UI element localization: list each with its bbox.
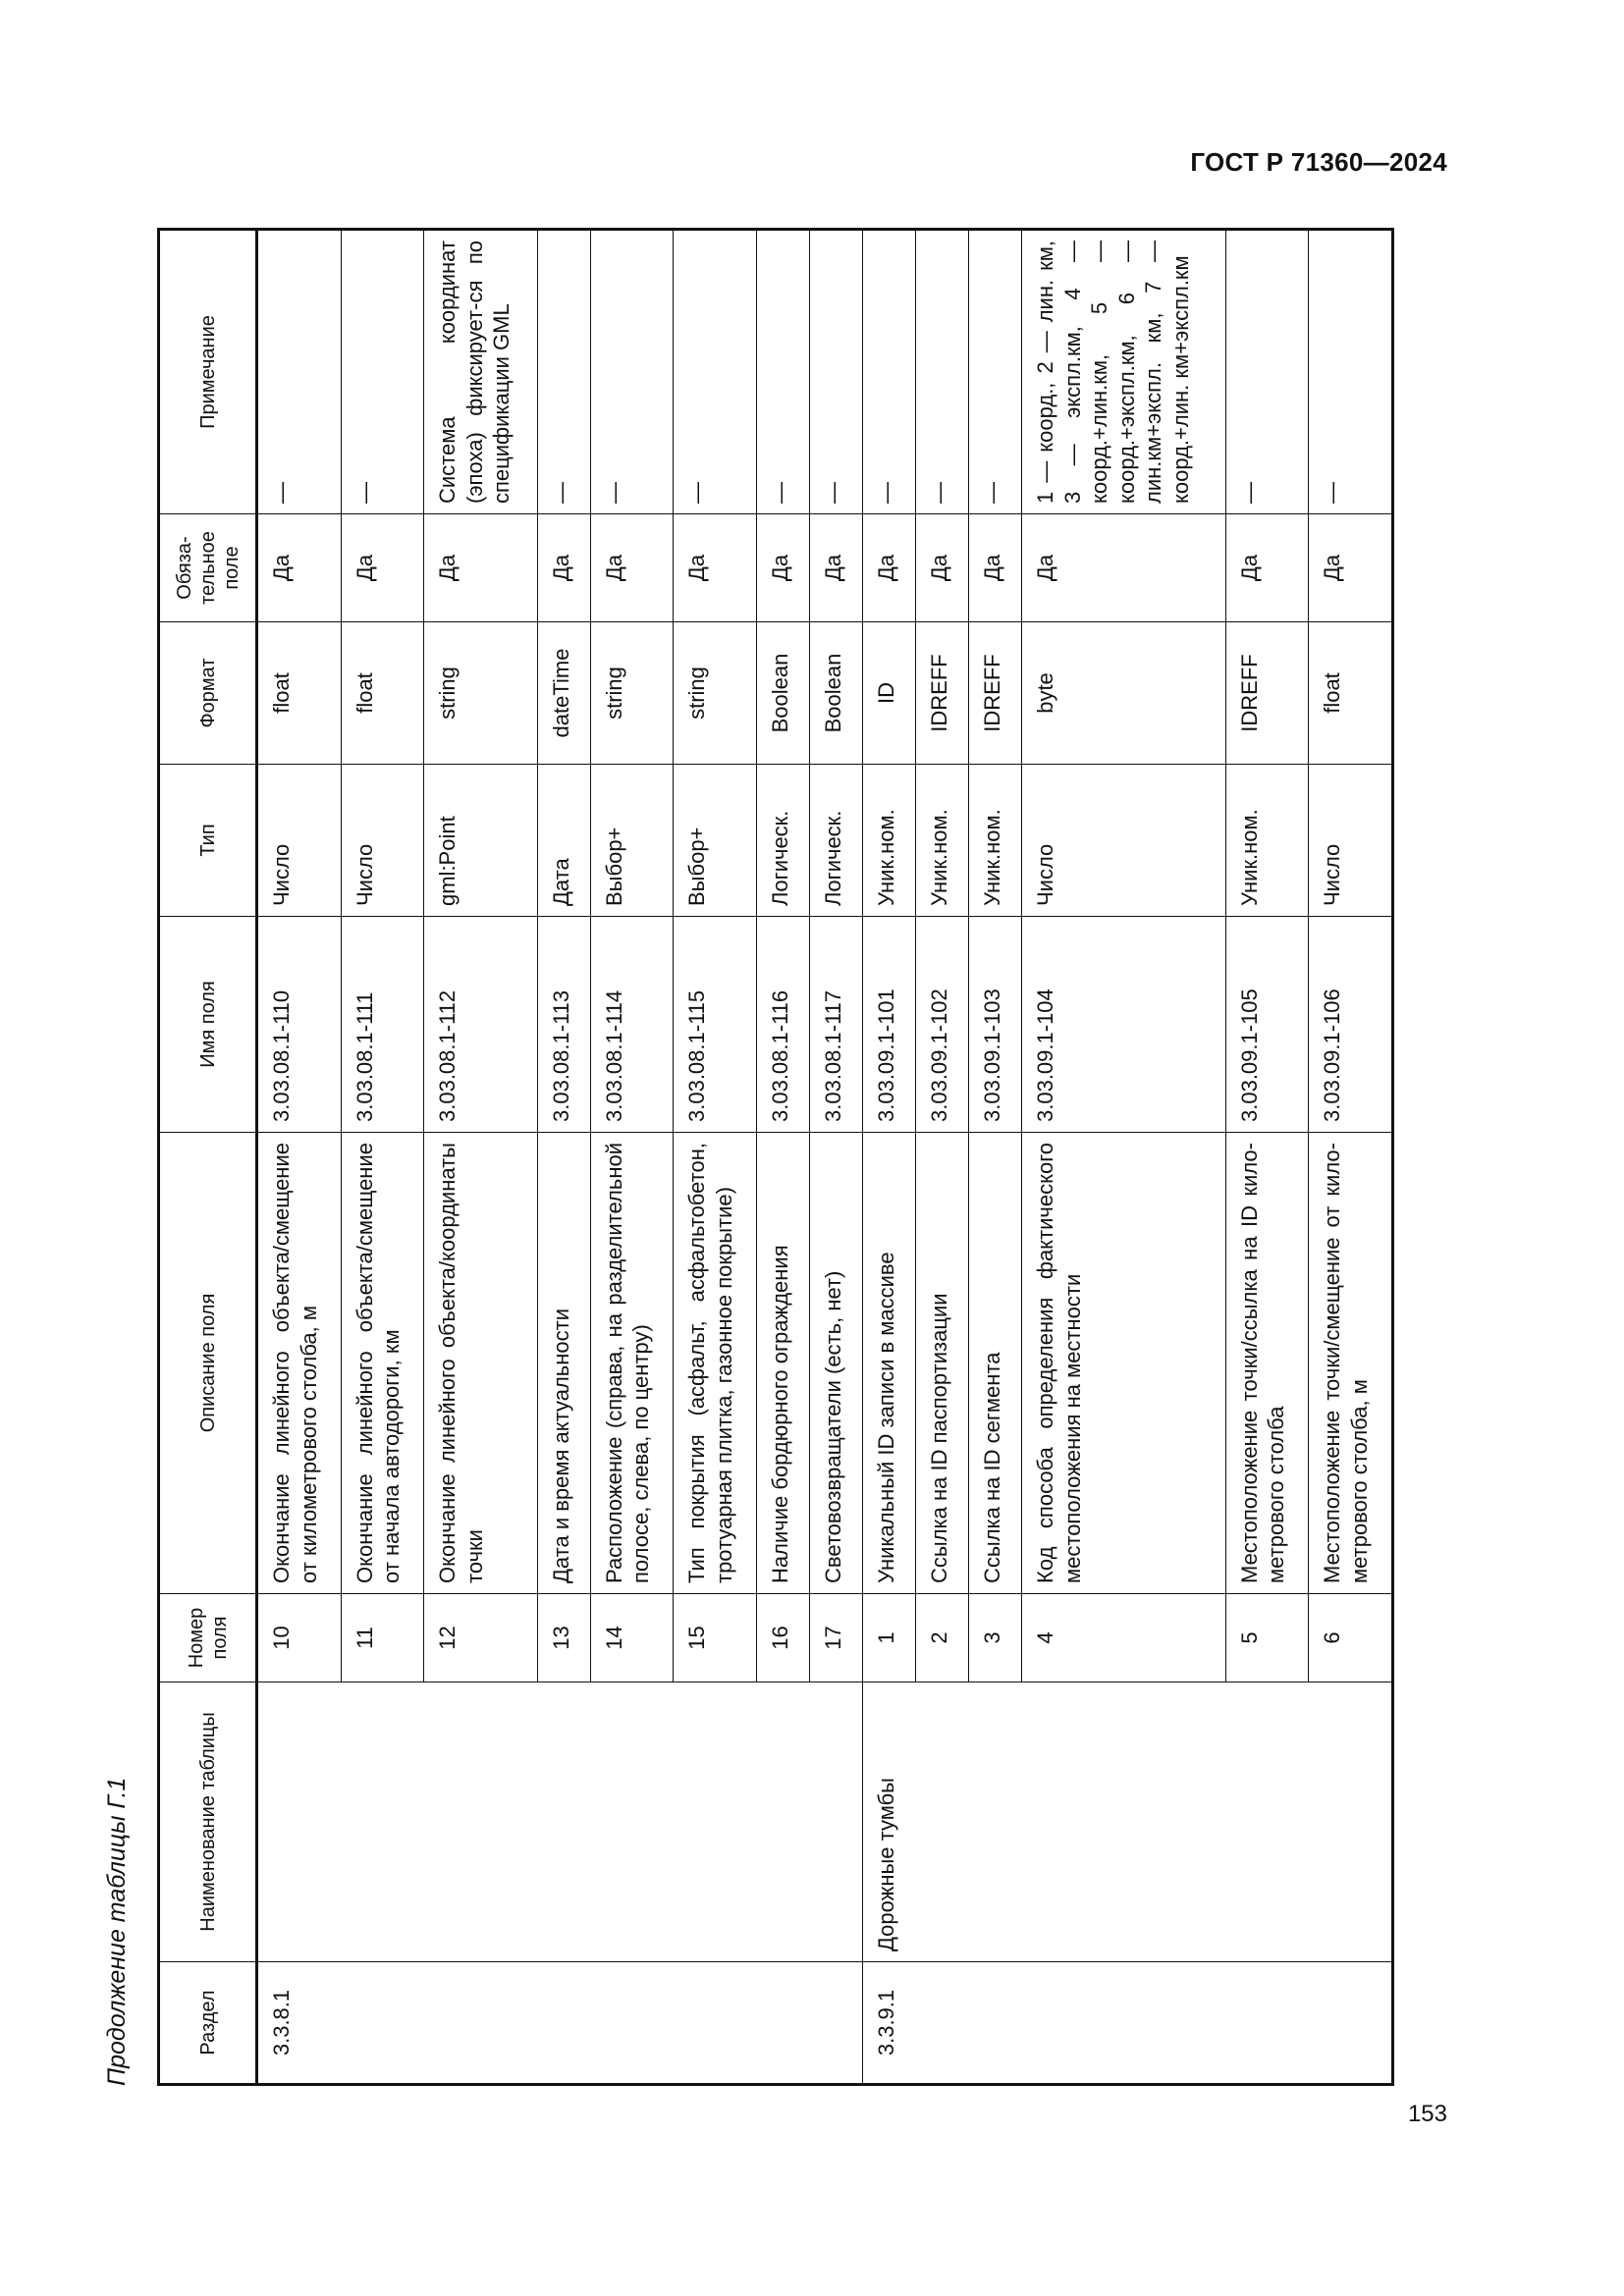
table-header-row xyxy=(159,230,257,2085)
type-cell: Уник.ном. xyxy=(863,765,916,917)
table-row xyxy=(537,230,590,2085)
format-cell: float xyxy=(1309,622,1393,765)
col-header-section: Раздел xyxy=(159,1962,257,2085)
field-name-cell: 3.03.09.1-101 xyxy=(863,917,916,1133)
field-number-cell: 1 xyxy=(863,1594,916,1682)
col-header-field-number: Номер поля xyxy=(159,1594,257,1682)
format-cell: dateTime xyxy=(537,622,590,765)
field-name-cell: 3.03.08.1-112 xyxy=(424,917,537,1133)
field-number-cell: 17 xyxy=(810,1594,863,1682)
table-name-cell: Дорожные тумбы xyxy=(863,1682,916,1962)
table-row xyxy=(590,230,674,2085)
format-cell: string xyxy=(424,622,537,765)
table-name-cell xyxy=(257,1682,342,1962)
type-cell: Выбор+ xyxy=(590,765,674,917)
field-name-cell: 3.03.08.1-111 xyxy=(341,917,424,1133)
table-name-cell xyxy=(341,1682,424,1962)
description-cell: Код способа определения фактического местоположения на местности xyxy=(1022,1133,1225,1594)
note-cell: — xyxy=(341,230,424,514)
table-name-cell xyxy=(674,1682,757,1962)
type-cell: Число xyxy=(1022,765,1225,917)
type-cell: Уник.ном. xyxy=(916,765,969,917)
type-cell: Уник.ном. xyxy=(1225,765,1309,917)
format-cell: Boolean xyxy=(757,622,810,765)
table-name-cell xyxy=(424,1682,537,1962)
section-cell xyxy=(1309,1962,1393,2085)
required-cell: Да xyxy=(341,514,424,622)
col-header-note: Примечание xyxy=(159,230,257,514)
table-row xyxy=(1309,230,1393,2085)
type-cell: gml:Point xyxy=(424,765,537,917)
note-cell: — xyxy=(1309,230,1393,514)
section-cell: 3.3.9.1 xyxy=(863,1962,916,2085)
section-cell: 3.3.8.1 xyxy=(257,1962,342,2085)
type-cell: Уник.ном. xyxy=(969,765,1022,917)
field-number-cell: 4 xyxy=(1022,1594,1225,1682)
note-cell: 1 — коорд., 2 — лин. км, 3 — экспл.км, 4 — коорд.+лин.км, 5 — коорд.+экспл.км, 6 — лин.км+экспл. км, 7 — коорд.+лин. км+экспл.км xyxy=(1022,230,1225,514)
section-cell xyxy=(537,1962,590,2085)
format-cell: string xyxy=(590,622,674,765)
required-cell: Да xyxy=(257,514,342,622)
table-row xyxy=(757,230,810,2085)
section-cell xyxy=(424,1962,537,2085)
table-row xyxy=(1022,230,1225,2085)
col-header-type: Тип xyxy=(159,765,257,917)
description-cell: Местоположение точки/смещение от кило-метрового столба, м xyxy=(1309,1133,1393,1594)
required-cell: Да xyxy=(590,514,674,622)
description-cell: Ссылка на ID паспортизации xyxy=(916,1133,969,1594)
page-number: 153 xyxy=(1407,2101,1447,2127)
type-cell: Число xyxy=(1309,765,1393,917)
description-cell: Дата и время актуальности xyxy=(537,1133,590,1594)
table-name-cell xyxy=(537,1682,590,1962)
section-cell xyxy=(810,1962,863,2085)
note-cell: — xyxy=(537,230,590,514)
field-name-cell: 3.03.08.1-110 xyxy=(257,917,342,1133)
note-cell: — xyxy=(1225,230,1309,514)
format-cell: ID xyxy=(863,622,916,765)
description-cell: Световозвращатели (есть, нет) xyxy=(810,1133,863,1594)
table-row xyxy=(341,230,424,2085)
required-cell: Да xyxy=(810,514,863,622)
format-cell: float xyxy=(341,622,424,765)
field-number-cell: 10 xyxy=(257,1594,342,1682)
table-name-cell xyxy=(1309,1682,1393,1962)
field-number-cell: 5 xyxy=(1225,1594,1309,1682)
note-cell: — xyxy=(863,230,916,514)
field-name-cell: 3.03.09.1-105 xyxy=(1225,917,1309,1133)
table-name-cell xyxy=(810,1682,863,1962)
description-cell: Окончание линейного объекта/смещение от километрового столба, м xyxy=(257,1133,342,1594)
note-cell: Система координат (эпоха) фиксирует-ся по спецификации GML xyxy=(424,230,537,514)
table-caption: Продолжение таблицы Г.1 xyxy=(103,1777,131,2086)
col-header-description: Описание поля xyxy=(159,1133,257,1594)
rotated-table-area xyxy=(103,231,1394,2086)
section-cell xyxy=(916,1962,969,2085)
note-cell: — xyxy=(257,230,342,514)
required-cell: Да xyxy=(916,514,969,622)
note-cell: — xyxy=(590,230,674,514)
description-cell: Тип покрытия (асфальт, асфальтобетон, тротуарная плитка, газонное покрытие) xyxy=(674,1133,757,1594)
note-cell: — xyxy=(674,230,757,514)
note-cell: — xyxy=(916,230,969,514)
description-cell: Наличие бордюрного ограждения xyxy=(757,1133,810,1594)
format-cell: IDREFF xyxy=(916,622,969,765)
field-number-cell: 16 xyxy=(757,1594,810,1682)
description-cell: Уникальный ID записи в массиве xyxy=(863,1133,916,1594)
required-cell: Да xyxy=(863,514,916,622)
required-cell: Да xyxy=(969,514,1022,622)
format-cell: IDREFF xyxy=(969,622,1022,765)
table-row xyxy=(674,230,757,2085)
section-cell xyxy=(757,1962,810,2085)
type-cell: Выбор+ xyxy=(674,765,757,917)
field-number-cell: 13 xyxy=(537,1594,590,1682)
table-row xyxy=(863,230,916,2085)
table-name-cell xyxy=(916,1682,969,1962)
required-cell: Да xyxy=(1022,514,1225,622)
required-cell: Да xyxy=(757,514,810,622)
field-name-cell: 3.03.09.1-102 xyxy=(916,917,969,1133)
fields-table xyxy=(157,228,1394,2086)
field-number-cell: 14 xyxy=(590,1594,674,1682)
table-name-cell xyxy=(1225,1682,1309,1962)
field-number-cell: 3 xyxy=(969,1594,1022,1682)
section-cell xyxy=(1225,1962,1309,2085)
table-row xyxy=(969,230,1022,2085)
format-cell: byte xyxy=(1022,622,1225,765)
format-cell: float xyxy=(257,622,342,765)
col-header-format: Формат xyxy=(159,622,257,765)
note-cell: — xyxy=(810,230,863,514)
field-number-cell: 6 xyxy=(1309,1594,1393,1682)
field-name-cell: 3.03.09.1-103 xyxy=(969,917,1022,1133)
section-cell xyxy=(341,1962,424,2085)
description-cell: Ссылка на ID сегмента xyxy=(969,1133,1022,1594)
format-cell: string xyxy=(674,622,757,765)
description-cell: Местоположение точки/ссылка на ID кило-метрового столба xyxy=(1225,1133,1309,1594)
field-number-cell: 2 xyxy=(916,1594,969,1682)
type-cell: Число xyxy=(341,765,424,917)
col-header-field-name: Имя поля xyxy=(159,917,257,1133)
required-cell: Да xyxy=(1225,514,1309,622)
type-cell: Число xyxy=(257,765,342,917)
col-header-required: Обяза-тельное поле xyxy=(159,514,257,622)
description-cell: Окончание линейного объекта/смещение от начала автодороги, км xyxy=(341,1133,424,1594)
table-name-cell xyxy=(590,1682,674,1962)
field-name-cell: 3.03.08.1-117 xyxy=(810,917,863,1133)
required-cell: Да xyxy=(537,514,590,622)
table-name-cell xyxy=(969,1682,1022,1962)
format-cell: Boolean xyxy=(810,622,863,765)
note-cell: — xyxy=(969,230,1022,514)
type-cell: Логическ. xyxy=(757,765,810,917)
required-cell: Да xyxy=(1309,514,1393,622)
table-row xyxy=(1225,230,1309,2085)
table-row xyxy=(257,230,342,2085)
table-row xyxy=(916,230,969,2085)
field-number-cell: 11 xyxy=(341,1594,424,1682)
note-cell: — xyxy=(757,230,810,514)
field-name-cell: 3.03.08.1-113 xyxy=(537,917,590,1133)
field-number-cell: 12 xyxy=(424,1594,537,1682)
field-name-cell: 3.03.09.1-106 xyxy=(1309,917,1393,1133)
section-cell xyxy=(969,1962,1022,2085)
section-cell xyxy=(1022,1962,1225,2085)
section-cell xyxy=(674,1962,757,2085)
field-name-cell: 3.03.08.1-115 xyxy=(674,917,757,1133)
description-cell: Окончание линейного объекта/координаты точки xyxy=(424,1133,537,1594)
document-code: ГОСТ Р 71360—2024 xyxy=(1190,147,1447,177)
table-name-cell xyxy=(757,1682,810,1962)
field-number-cell: 15 xyxy=(674,1594,757,1682)
field-name-cell: 3.03.08.1-116 xyxy=(757,917,810,1133)
table-row xyxy=(810,230,863,2085)
field-name-cell: 3.03.08.1-114 xyxy=(590,917,674,1133)
type-cell: Логическ. xyxy=(810,765,863,917)
section-cell xyxy=(590,1962,674,2085)
description-cell: Расположение (справа, на разделительной полосе, слева, по центру) xyxy=(590,1133,674,1594)
format-cell: IDREFF xyxy=(1225,622,1309,765)
table-name-cell xyxy=(1022,1682,1225,1962)
col-header-table-name: Наименование таблицы xyxy=(159,1682,257,1962)
required-cell: Да xyxy=(674,514,757,622)
type-cell: Дата xyxy=(537,765,590,917)
field-name-cell: 3.03.09.1-104 xyxy=(1022,917,1225,1133)
required-cell: Да xyxy=(424,514,537,622)
table-row xyxy=(424,230,537,2085)
